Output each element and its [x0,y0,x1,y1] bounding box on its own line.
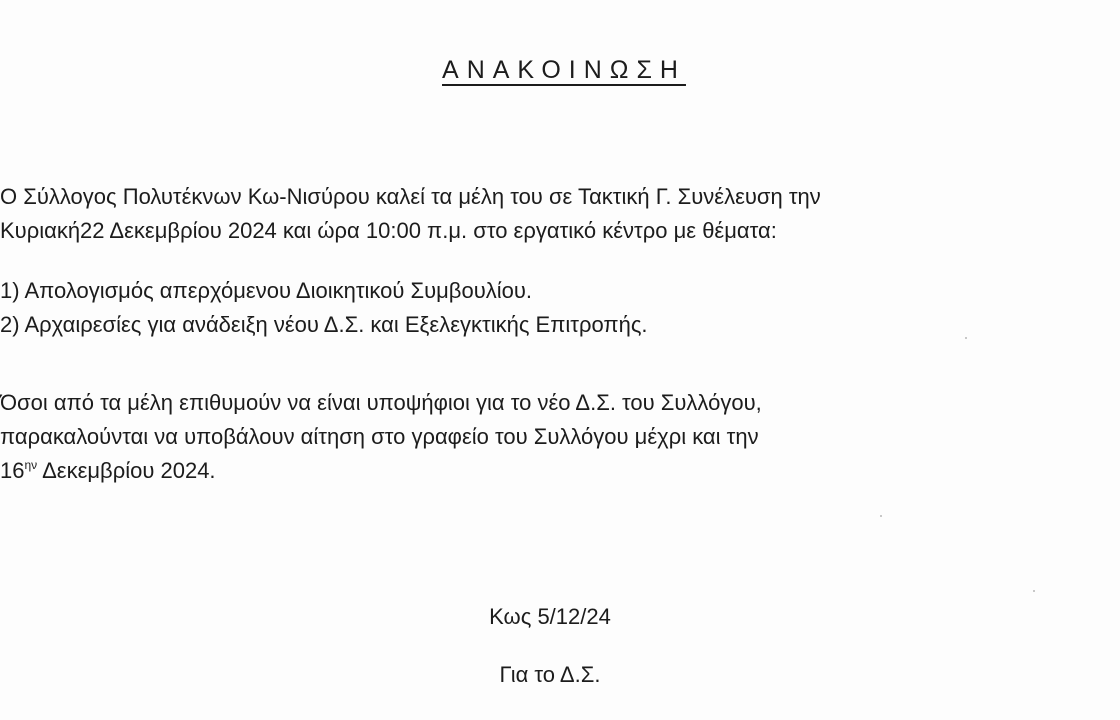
candidates-line-1: Όσοι από τα μέλη επιθυμούν να είναι υποψήφιοι για το νέο Δ.Σ. του Συλλόγου, [0,390,762,415]
candidates-paragraph [0,386,762,488]
deadline-month-year: Δεκεμβρίου 2024. [37,458,216,483]
deadline-day: 16 [0,458,25,483]
scan-speck [1033,590,1035,592]
intro-paragraph [0,180,821,248]
scan-speck [880,515,882,517]
candidates-line-2: παρακαλούνται να υποβάλουν αίτηση στο γραφείο του Συλλόγου μέχρι και την [0,424,759,449]
agenda-list [0,274,648,342]
document-title [0,56,1120,85]
candidates-line-3 [0,454,762,488]
deadline-ordinal-suffix: ην [24,458,38,472]
document-title-text: ΑΝΑΚΟΙΝΩΣΗ [442,56,686,84]
place-date: Κως 5/12/24 [489,604,611,629]
signoff: Για το Δ.Σ. [499,662,601,687]
intro-line-2: Κυριακή22 Δεκεμβρίου 2024 και ώρα 10:00 π.μ. στο εργατικό κέντρο με θέματα: [0,218,777,243]
scan-speck [965,337,967,339]
agenda-item-1: 1) Απολογισμός απερχόμενου Διοικητικού Συμβουλίου. [0,278,532,303]
agenda-item-2: 2) Αρχαιρεσίες για ανάδειξη νέου Δ.Σ. και Εξελεγκτικής Επιτροπής. [0,312,648,337]
intro-line-1: Ο Σύλλογος Πολυτέκνων Κω-Νισύρου καλεί τα μέλη του σε Τακτική Γ. Συνέλευση την [0,184,821,209]
